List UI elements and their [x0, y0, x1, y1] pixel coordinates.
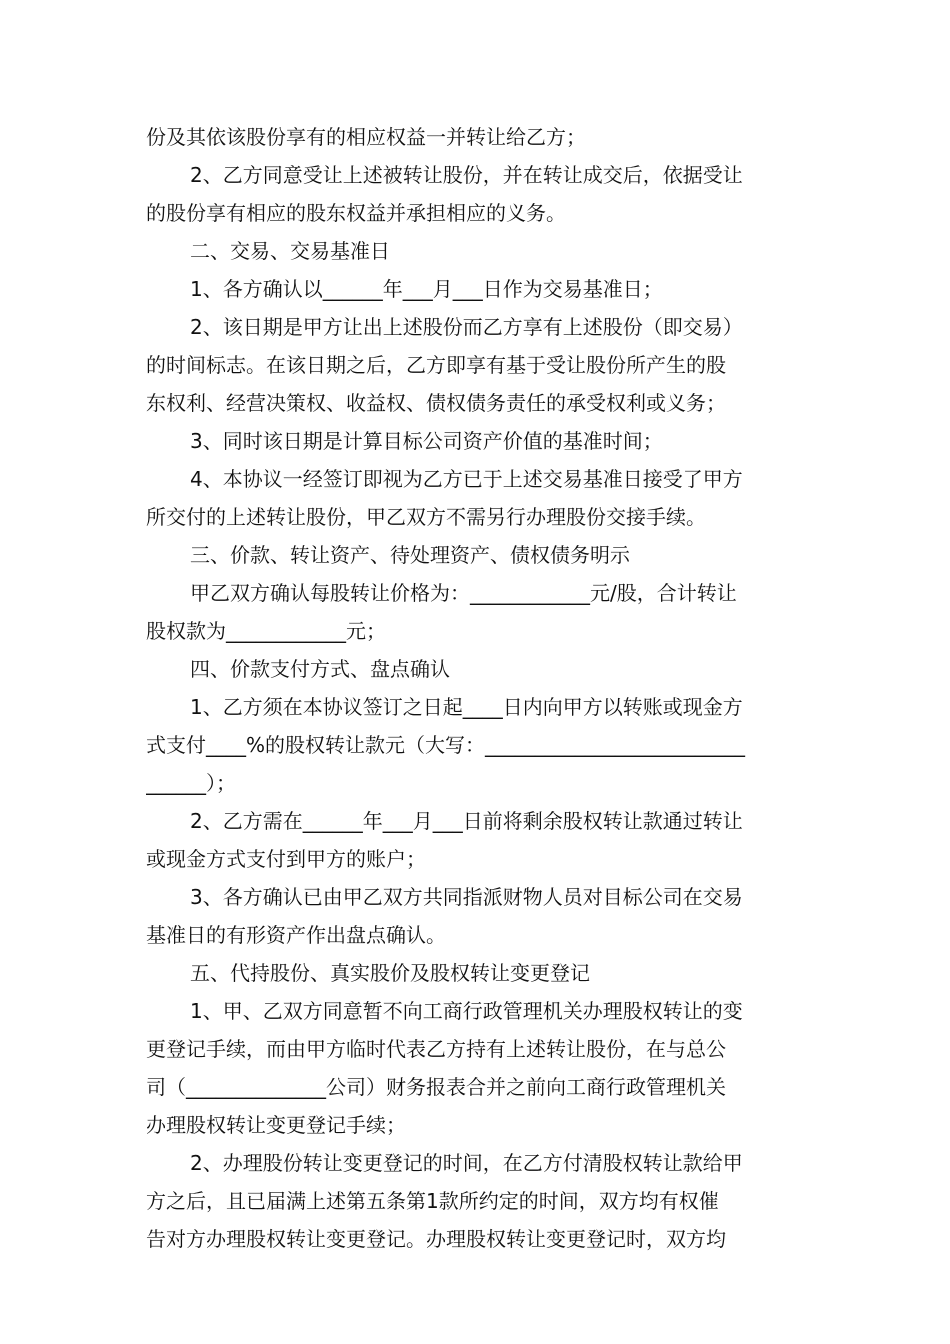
text-line: 4、本协议一经签订即视为乙方已于上述交易基准日接受了甲方	[190, 467, 743, 491]
text-line: 所交付的上述转让股份，甲乙双方不需另行办理股份交接手续。	[146, 505, 706, 529]
text-line: 办理股权转让变更登记手续；	[146, 1113, 406, 1137]
text-line: 的时间标志。在该日期之后，乙方即享有基于受让股份所产生的股	[146, 353, 726, 377]
text-line: 3、各方确认已由甲乙双方共同指派财物人员对目标公司在交易	[190, 885, 743, 909]
text-line: 3、同时该日期是计算目标公司资产价值的基准时间；	[190, 429, 663, 453]
text-line: 更登记手续，而由甲方临时代表乙方持有上述转让股份，在与总公	[146, 1037, 726, 1061]
text-line: 基准日的有形资产作出盘点确认。	[146, 923, 446, 947]
text-line: 的股份享有相应的股东权益并承担相应的义务。	[146, 201, 566, 225]
section-heading: 四、价款支付方式、盘点确认	[190, 657, 450, 681]
text-line: 或现金方式支付到甲方的账户；	[146, 847, 426, 871]
text-line: 1、乙方须在本协议签订之日起____日内向甲方以转账或现金方	[190, 695, 743, 719]
text-line: 方之后，且已届满上述第五条第1款所约定的时间，双方均有权催	[146, 1189, 719, 1213]
section-heading: 五、代持股份、真实股价及股权转让变更登记	[190, 961, 590, 985]
text-line: 东权利、经营决策权、收益权、债权债务责任的承受权利或义务；	[146, 391, 726, 415]
text-line: 2、办理股份转让变更登记的时间，在乙方付清股权转让款给甲	[190, 1151, 743, 1175]
text-line: 式支付____%的股权转让款元（大写：__________________________	[146, 733, 746, 757]
text-line: 2、乙方需在______年___月___日前将剩余股权转让款通过转让	[190, 809, 743, 833]
text-line: 1、甲、乙双方同意暂不向工商行政管理机关办理股权转让的变	[190, 999, 743, 1023]
text-line: 份及其依该股份享有的相应权益一并转让给乙方；	[146, 125, 586, 149]
text-line: 2、乙方同意受让上述被转让股份，并在转让成交后，依据受让	[190, 163, 743, 187]
text-line: 甲乙双方确认每股转让价格为：____________元/股，合计转让	[190, 581, 737, 605]
text-line: 司（______________公司）财务报表合并之前向工商行政管理机关	[146, 1075, 726, 1099]
text-line: 股权款为____________元；	[146, 619, 386, 643]
text-line: 告对方办理股权转让变更登记。办理股权转让变更登记时，双方均	[146, 1227, 726, 1251]
text-line: 2、该日期是甲方让出上述股份而乙方享有上述股份（即交易）	[190, 315, 743, 339]
document-page	[146, 118, 808, 1258]
text-line: ______）；	[146, 771, 236, 795]
section-heading: 二、交易、交易基准日	[190, 239, 390, 263]
text-line: 1、各方确认以______年___月___日作为交易基准日；	[190, 277, 663, 301]
section-heading: 三、价款、转让资产、待处理资产、债权债务明示	[190, 543, 630, 567]
